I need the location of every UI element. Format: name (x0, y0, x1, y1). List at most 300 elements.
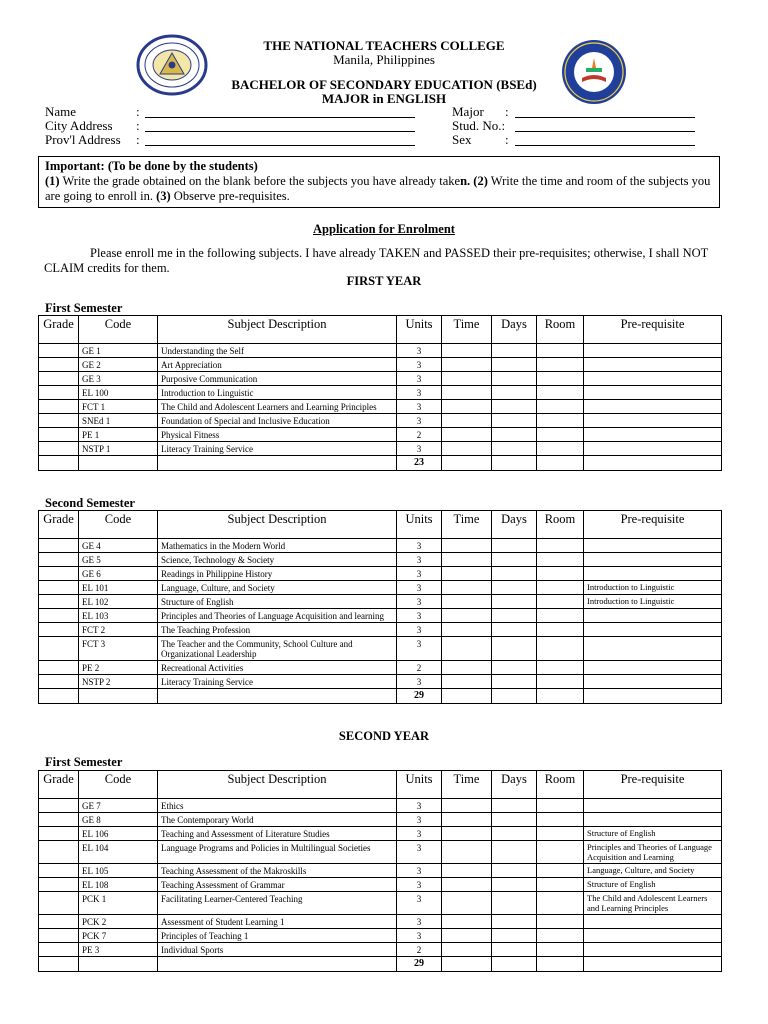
subject-description: Principles and Theories of Language Acquisition and learning (158, 609, 397, 623)
colon: : (505, 132, 509, 147)
room-cell[interactable] (537, 344, 584, 358)
days-cell[interactable] (492, 581, 537, 595)
table-row (39, 929, 722, 943)
prerequisite: Introduction to Linguistic (584, 581, 722, 595)
empty-cell (79, 957, 158, 972)
days-cell[interactable] (492, 841, 537, 864)
table-row (39, 595, 722, 609)
subject-description: Principles of Teaching 1 (158, 929, 397, 943)
days-cell[interactable] (492, 943, 537, 957)
days-cell[interactable] (492, 553, 537, 567)
days-cell[interactable] (492, 915, 537, 929)
days-cell[interactable] (492, 358, 537, 372)
table-row (39, 581, 722, 595)
room-cell[interactable] (537, 675, 584, 689)
subject-description: The Child and Adolescent Learners and Learning Principles (158, 400, 397, 414)
subject-description: Literacy Training Service (158, 442, 397, 456)
table-row (39, 623, 722, 637)
subject-units: 3 (397, 581, 442, 595)
major-field[interactable] (515, 117, 695, 118)
grade-cell[interactable] (39, 344, 79, 358)
table-row (39, 414, 722, 428)
prerequisite: Language, Culture, and Society (584, 864, 722, 878)
room-cell[interactable] (537, 553, 584, 567)
grade-cell[interactable] (39, 372, 79, 386)
time-cell[interactable] (442, 813, 492, 827)
application-title: Application for Enrolment (313, 222, 455, 236)
table-row (39, 943, 722, 957)
subject-units: 3 (397, 609, 442, 623)
total-units: 23 (397, 456, 442, 471)
column-header: Pre-requisite (584, 771, 722, 799)
provincial-address-field[interactable] (145, 145, 415, 146)
prerequisite (584, 929, 722, 943)
table-row (39, 661, 722, 675)
days-cell[interactable] (492, 799, 537, 813)
subject-units: 3 (397, 929, 442, 943)
college-name: THE NATIONAL TEACHERS COLLEGE (263, 38, 505, 53)
subject-units: 3 (397, 567, 442, 581)
column-header: Code (79, 316, 158, 344)
room-cell[interactable] (537, 400, 584, 414)
time-cell[interactable] (442, 915, 492, 929)
room-cell[interactable] (537, 595, 584, 609)
room-cell[interactable] (537, 637, 584, 661)
room-cell[interactable] (537, 539, 584, 553)
prerequisite (584, 675, 722, 689)
room-cell[interactable] (537, 609, 584, 623)
time-cell[interactable] (442, 386, 492, 400)
time-cell[interactable] (442, 414, 492, 428)
room-cell[interactable] (537, 567, 584, 581)
days-cell[interactable] (492, 386, 537, 400)
subject-units: 3 (397, 386, 442, 400)
prerequisite (584, 637, 722, 661)
subject-code: EL 105 (79, 864, 158, 878)
prerequisite: Structure of English (584, 827, 722, 841)
column-header: Room (537, 771, 584, 799)
time-cell[interactable] (442, 372, 492, 386)
table-row (39, 799, 722, 813)
sex-label: Sex (452, 132, 472, 147)
subject-units: 3 (397, 799, 442, 813)
column-header: Grade (39, 316, 79, 344)
grade-cell[interactable] (39, 400, 79, 414)
prerequisite (584, 609, 722, 623)
time-cell[interactable] (442, 943, 492, 957)
student-number-field[interactable] (515, 131, 695, 132)
prerequisite: The Child and Adolescent Learners and Learning Principles (584, 892, 722, 915)
column-header: Room (537, 511, 584, 539)
subject-code: PE 3 (79, 943, 158, 957)
column-header: Days (492, 316, 537, 344)
room-cell[interactable] (537, 864, 584, 878)
colon: : (136, 104, 140, 119)
days-cell[interactable] (492, 442, 537, 456)
subject-code: EL 101 (79, 581, 158, 595)
sex-field[interactable] (515, 145, 695, 146)
grade-cell[interactable] (39, 661, 79, 675)
column-header: Pre-requisite (584, 511, 722, 539)
grade-cell[interactable] (39, 637, 79, 661)
column-header: Days (492, 511, 537, 539)
subject-code: PE 1 (79, 428, 158, 442)
subject-description: Readings in Philippine History (158, 567, 397, 581)
name-label: Name (45, 104, 77, 119)
time-cell[interactable] (442, 675, 492, 689)
subject-units: 3 (397, 539, 442, 553)
subject-description: Language Programs and Policies in Multilingual Societies (158, 841, 397, 864)
table-row (39, 892, 722, 915)
empty-cell (79, 689, 158, 704)
room-cell[interactable] (537, 799, 584, 813)
grade-cell[interactable] (39, 799, 79, 813)
room-cell[interactable] (537, 892, 584, 915)
table-row (39, 442, 722, 456)
subject-units: 3 (397, 400, 442, 414)
column-header: Code (79, 511, 158, 539)
subject-code: EL 103 (79, 609, 158, 623)
time-cell[interactable] (442, 442, 492, 456)
time-cell[interactable] (442, 661, 492, 675)
days-cell[interactable] (492, 813, 537, 827)
subject-units: 2 (397, 661, 442, 675)
table-row (39, 344, 722, 358)
time-cell[interactable] (442, 799, 492, 813)
column-header: Pre-requisite (584, 316, 722, 344)
student-number-label: Stud. No.: (452, 118, 506, 133)
grade-cell[interactable] (39, 414, 79, 428)
column-header: Units (397, 511, 442, 539)
grade-cell[interactable] (39, 567, 79, 581)
grade-cell[interactable] (39, 386, 79, 400)
semester-title: Second Semester (45, 496, 135, 510)
grade-cell[interactable] (39, 581, 79, 595)
city-address-label: City Address (45, 118, 113, 133)
prerequisite (584, 400, 722, 414)
grade-cell[interactable] (39, 813, 79, 827)
column-header: Grade (39, 511, 79, 539)
room-cell[interactable] (537, 841, 584, 864)
column-header: Time (442, 511, 492, 539)
subject-code: EL 104 (79, 841, 158, 864)
days-cell[interactable] (492, 661, 537, 675)
time-cell[interactable] (442, 539, 492, 553)
table-header-row (39, 771, 722, 799)
prerequisite (584, 539, 722, 553)
grade-cell[interactable] (39, 827, 79, 841)
prerequisite (584, 358, 722, 372)
provincial-address-label: Prov'l Address (45, 132, 121, 147)
subject-description: Physical Fitness (158, 428, 397, 442)
days-cell[interactable] (492, 344, 537, 358)
subject-description: Science, Technology & Society (158, 553, 397, 567)
empty-cell (537, 689, 584, 704)
subject-units: 3 (397, 414, 442, 428)
days-cell[interactable] (492, 864, 537, 878)
column-header: Room (537, 316, 584, 344)
column-header: Time (442, 771, 492, 799)
days-cell[interactable] (492, 595, 537, 609)
subject-code: FCT 3 (79, 637, 158, 661)
total-row (39, 456, 722, 471)
days-cell[interactable] (492, 878, 537, 892)
grade-cell[interactable] (39, 609, 79, 623)
subject-code: GE 6 (79, 567, 158, 581)
subject-description: Recreational Activities (158, 661, 397, 675)
subject-units: 2 (397, 943, 442, 957)
time-cell[interactable] (442, 623, 492, 637)
subjects-table (38, 510, 722, 704)
empty-cell (39, 689, 79, 704)
total-row (39, 689, 722, 704)
grade-cell[interactable] (39, 929, 79, 943)
table-row (39, 428, 722, 442)
prerequisite: Structure of English (584, 878, 722, 892)
subjects-table (38, 315, 722, 471)
prerequisite (584, 442, 722, 456)
table-row (39, 386, 722, 400)
room-cell[interactable] (537, 661, 584, 675)
colon: : (505, 104, 509, 119)
prerequisite (584, 372, 722, 386)
subject-description: The Contemporary World (158, 813, 397, 827)
table-row (39, 553, 722, 567)
days-cell[interactable] (492, 539, 537, 553)
subject-units: 3 (397, 878, 442, 892)
subject-description: Assessment of Student Learning 1 (158, 915, 397, 929)
total-units: 29 (397, 957, 442, 972)
time-cell[interactable] (442, 428, 492, 442)
city-address-field[interactable] (145, 131, 415, 132)
subject-code: FCT 2 (79, 623, 158, 637)
time-cell[interactable] (442, 878, 492, 892)
table-row (39, 878, 722, 892)
column-header: Units (397, 771, 442, 799)
time-cell[interactable] (442, 929, 492, 943)
room-cell[interactable] (537, 428, 584, 442)
colon: : (136, 118, 140, 133)
table-row (39, 841, 722, 864)
subject-code: GE 1 (79, 344, 158, 358)
subject-units: 3 (397, 813, 442, 827)
program-major: MAJOR in ENGLISH (321, 91, 447, 106)
table-row (39, 675, 722, 689)
room-cell[interactable] (537, 414, 584, 428)
subject-description: Art Appreciation (158, 358, 397, 372)
subject-code: SNEd 1 (79, 414, 158, 428)
empty-cell (442, 689, 492, 704)
grade-cell[interactable] (39, 595, 79, 609)
subject-units: 3 (397, 637, 442, 661)
room-cell[interactable] (537, 827, 584, 841)
days-cell[interactable] (492, 414, 537, 428)
subject-code: GE 3 (79, 372, 158, 386)
empty-cell (39, 957, 79, 972)
time-cell[interactable] (442, 841, 492, 864)
subject-description: Teaching Assessment of Grammar (158, 878, 397, 892)
room-cell[interactable] (537, 581, 584, 595)
days-cell[interactable] (492, 637, 537, 661)
subject-code: PCK 7 (79, 929, 158, 943)
subject-description: Understanding the Self (158, 344, 397, 358)
subject-units: 3 (397, 553, 442, 567)
time-cell[interactable] (442, 864, 492, 878)
table-row (39, 372, 722, 386)
empty-cell (537, 957, 584, 972)
grade-cell[interactable] (39, 428, 79, 442)
grade-cell[interactable] (39, 864, 79, 878)
semester-title: First Semester (45, 755, 123, 769)
subject-description: Teaching Assessment of the Makroskills (158, 864, 397, 878)
subject-description: Mathematics in the Modern World (158, 539, 397, 553)
prerequisite (584, 567, 722, 581)
grade-cell[interactable] (39, 892, 79, 915)
empty-cell (584, 689, 722, 704)
prerequisite (584, 414, 722, 428)
grade-cell[interactable] (39, 878, 79, 892)
subject-code: GE 2 (79, 358, 158, 372)
days-cell[interactable] (492, 609, 537, 623)
total-row (39, 957, 722, 972)
subject-units: 3 (397, 442, 442, 456)
total-units: 29 (397, 689, 442, 704)
subject-units: 3 (397, 344, 442, 358)
subject-units: 3 (397, 827, 442, 841)
year-title-first: FIRST YEAR (346, 274, 422, 288)
grade-cell[interactable] (39, 442, 79, 456)
subject-code: FCT 1 (79, 400, 158, 414)
grade-cell[interactable] (39, 553, 79, 567)
grade-cell[interactable] (39, 623, 79, 637)
column-header: Grade (39, 771, 79, 799)
semester-title: First Semester (45, 301, 123, 315)
days-cell[interactable] (492, 400, 537, 414)
room-cell[interactable] (537, 442, 584, 456)
time-cell[interactable] (442, 609, 492, 623)
subject-code: EL 106 (79, 827, 158, 841)
subject-description: The Teaching Profession (158, 623, 397, 637)
important-instructions-box (38, 156, 720, 208)
prerequisite: Principles and Theories of Language Acquisition and Learning (584, 841, 722, 864)
subject-description: Literacy Training Service (158, 675, 397, 689)
subject-description: Language, Culture, and Society (158, 581, 397, 595)
subject-description: The Teacher and the Community, School Culture and Organizational Leadership (158, 637, 397, 661)
room-cell[interactable] (537, 358, 584, 372)
time-cell[interactable] (442, 567, 492, 581)
colon: : (136, 132, 140, 147)
name-field[interactable] (145, 117, 415, 118)
college-location: Manila, Philippines (333, 52, 435, 67)
subject-code: GE 5 (79, 553, 158, 567)
subject-description: Foundation of Special and Inclusive Education (158, 414, 397, 428)
days-cell[interactable] (492, 929, 537, 943)
table-row (39, 567, 722, 581)
subject-units: 3 (397, 675, 442, 689)
room-cell[interactable] (537, 929, 584, 943)
days-cell[interactable] (492, 675, 537, 689)
subject-description: Introduction to Linguistic (158, 386, 397, 400)
time-cell[interactable] (442, 358, 492, 372)
room-cell[interactable] (537, 813, 584, 827)
column-header: Time (442, 316, 492, 344)
grade-cell[interactable] (39, 675, 79, 689)
empty-cell (492, 456, 537, 471)
time-cell[interactable] (442, 827, 492, 841)
time-cell[interactable] (442, 400, 492, 414)
empty-cell (442, 957, 492, 972)
table-header-row (39, 511, 722, 539)
program-title: BACHELOR OF SECONDARY EDUCATION (BSEd) (231, 77, 537, 92)
table-row (39, 915, 722, 929)
room-cell[interactable] (537, 878, 584, 892)
subject-code: PCK 2 (79, 915, 158, 929)
grade-cell[interactable] (39, 539, 79, 553)
table-row (39, 637, 722, 661)
subject-description: Ethics (158, 799, 397, 813)
subject-description: Individual Sports (158, 943, 397, 957)
empty-cell (158, 689, 397, 704)
subject-units: 3 (397, 841, 442, 864)
prerequisite (584, 661, 722, 675)
table-row (39, 400, 722, 414)
time-cell[interactable] (442, 595, 492, 609)
subject-units: 3 (397, 595, 442, 609)
room-cell[interactable] (537, 943, 584, 957)
grade-cell[interactable] (39, 943, 79, 957)
days-cell[interactable] (492, 428, 537, 442)
days-cell[interactable] (492, 567, 537, 581)
grade-cell[interactable] (39, 358, 79, 372)
column-header: Days (492, 771, 537, 799)
subject-code: NSTP 1 (79, 442, 158, 456)
subject-description: Structure of English (158, 595, 397, 609)
days-cell[interactable] (492, 892, 537, 915)
days-cell[interactable] (492, 623, 537, 637)
subject-code: EL 102 (79, 595, 158, 609)
time-cell[interactable] (442, 581, 492, 595)
table-row (39, 813, 722, 827)
empty-cell (584, 957, 722, 972)
subject-description: Teaching and Assessment of Literature Studies (158, 827, 397, 841)
grade-cell[interactable] (39, 841, 79, 864)
time-cell[interactable] (442, 553, 492, 567)
time-cell[interactable] (442, 344, 492, 358)
room-cell[interactable] (537, 623, 584, 637)
subject-units: 3 (397, 915, 442, 929)
prerequisite (584, 344, 722, 358)
time-cell[interactable] (442, 637, 492, 661)
application-statement: Please enroll me in the following subjects. I have already TAKEN and PASSED their pre-requisites; otherwise, I shall NOT CLAIM credits for them. (44, 246, 709, 275)
room-cell[interactable] (537, 915, 584, 929)
subject-code: GE 7 (79, 799, 158, 813)
important-text: (1) Write the grade obtained on the blank before the subjects you have already taken. (2) Write the time and room of the subjects you are going to enroll in. (3) Observe pre-requisites. (45, 174, 711, 203)
days-cell[interactable] (492, 372, 537, 386)
empty-cell (492, 689, 537, 704)
empty-cell (584, 456, 722, 471)
prerequisite: Introduction to Linguistic (584, 595, 722, 609)
column-header: Subject Description (158, 511, 397, 539)
days-cell[interactable] (492, 827, 537, 841)
subject-units: 3 (397, 892, 442, 915)
room-cell[interactable] (537, 386, 584, 400)
time-cell[interactable] (442, 892, 492, 915)
room-cell[interactable] (537, 372, 584, 386)
empty-cell (158, 456, 397, 471)
grade-cell[interactable] (39, 915, 79, 929)
column-header: Code (79, 771, 158, 799)
subject-units: 3 (397, 623, 442, 637)
